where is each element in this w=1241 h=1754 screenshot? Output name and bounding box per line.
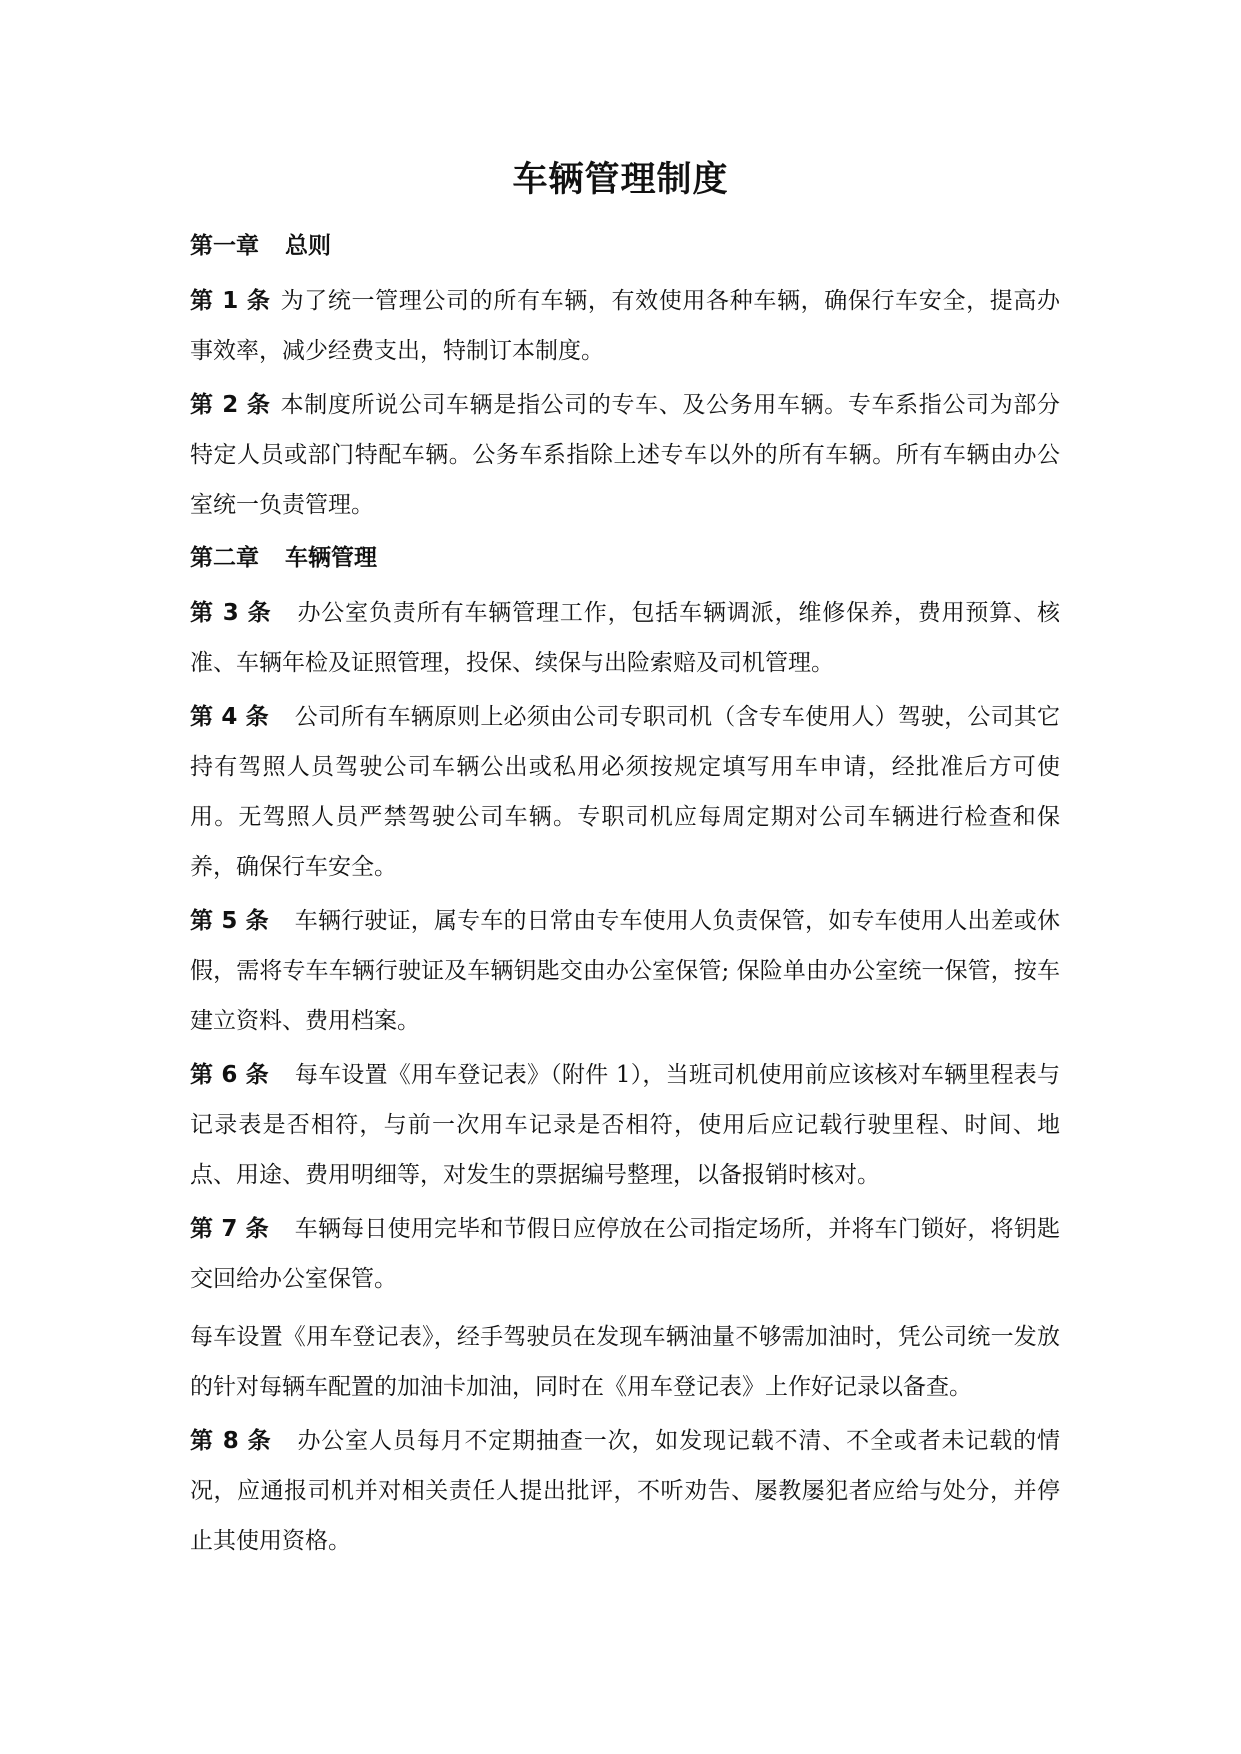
article-1	[190, 276, 1060, 376]
article-2	[190, 380, 1060, 530]
chapter-heading-2	[190, 534, 1060, 582]
chapter-heading-1	[190, 222, 1060, 270]
article-label: 第 7 条	[190, 1216, 269, 1242]
article-label: 第 6 条	[190, 1062, 269, 1088]
chapter-name: 车辆管理	[285, 545, 377, 571]
article-label: 第 3 条	[190, 600, 272, 626]
document-body	[190, 222, 1060, 1570]
article-5	[190, 896, 1060, 1046]
article-label: 第 4 条	[190, 704, 269, 730]
article-text: 本制度所说公司车辆是指公司的专车、及公务用车辆。专车系指公司为部分特定人员或部门特配车辆。公务车系指除上述专车以外的所有车辆。所有车辆由办公室统一负责管理。	[190, 392, 1060, 518]
article-6	[190, 1050, 1060, 1200]
article-text: 每车设置《用车登记表》（附件 1），当班司机使用前应该核对车辆里程表与记录表是否相符，与前一次用车记录是否相符，使用后应记载行驶里程、时间、地点、用途、费用明细等，对发生的票据编号整理，以备报销时核对。	[190, 1062, 1060, 1188]
note-paragraph: 每车设置《用车登记表》，经手驾驶员在发现车辆油量不够需加油时，凭公司统一发放的针对每辆车配置的加油卡加油，同时在《用车登记表》上作好记录以备查。	[190, 1324, 1060, 1400]
article-label: 第 1 条	[190, 288, 271, 314]
article-label: 第 2 条	[190, 392, 271, 418]
article-text: 公司所有车辆原则上必须由公司专职司机（含专车使用人）驾驶，公司其它持有驾照人员驾驶公司车辆公出或私用必须按规定填写用车申请，经批准后方可使用。无驾照人员严禁驾驶公司车辆。专职司机应每周定期对公司车辆进行检查和保养，确保行车安全。	[190, 704, 1060, 880]
article-label: 第 8 条	[190, 1428, 272, 1454]
article-text: 办公室负责所有车辆管理工作，包括车辆调派，维修保养，费用预算、核准、车辆年检及证照管理，投保、续保与出险索赔及司机管理。	[190, 600, 1060, 676]
article-4	[190, 692, 1060, 892]
chapter-number: 第一章	[190, 233, 259, 259]
chapter-number: 第二章	[190, 545, 259, 571]
article-text: 车辆每日使用完毕和节假日应停放在公司指定场所，并将车门锁好，将钥匙交回给办公室保管。	[190, 1216, 1060, 1292]
article-text: 为了统一管理公司的所有车辆，有效使用各种车辆，确保行车安全，提高办事效率，减少经费支出，特制订本制度。	[190, 288, 1060, 364]
article-3	[190, 588, 1060, 688]
article-text: 车辆行驶证，属专车的日常由专车使用人负责保管，如专车使用人出差或休假，需将专车车辆行驶证及车辆钥匙交由办公室保管; 保险单由办公室统一保管，按车建立资料、费用档案。	[190, 908, 1060, 1034]
article-label: 第 5 条	[190, 908, 269, 934]
document-title: 车辆管理制度	[512, 160, 729, 200]
article-text: 办公室人员每月不定期抽查一次，如发现记载不清、不全或者未记载的情况，应通报司机并对相关责任人提出批评，不听劝告、屡教屡犯者应给与处分，并停止其使用资格。	[190, 1428, 1060, 1554]
article-8	[190, 1416, 1060, 1566]
article-7	[190, 1204, 1060, 1304]
chapter-name: 总则	[285, 233, 331, 259]
